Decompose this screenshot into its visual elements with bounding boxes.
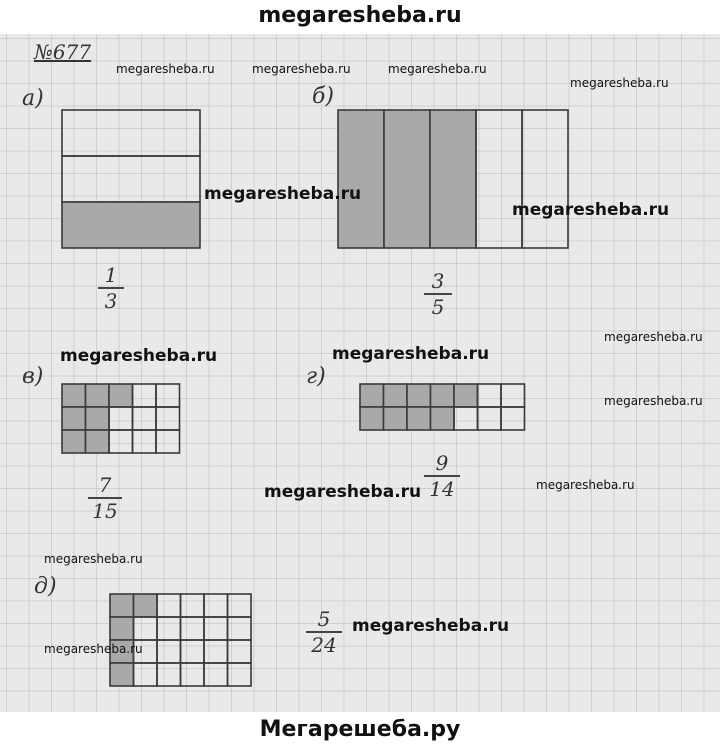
fraction-v-numerator: 7	[98, 473, 112, 497]
watermark: megaresheba.ru	[604, 330, 703, 344]
empty-cell	[228, 617, 252, 640]
shaded-cell	[86, 430, 110, 453]
watermark: megaresheba.ru	[570, 76, 669, 90]
empty-cell	[109, 430, 133, 453]
empty-cell	[228, 640, 252, 663]
empty-cell	[134, 617, 158, 640]
empty-cell	[181, 640, 205, 663]
watermark: megaresheba.ru	[536, 478, 635, 492]
part-label-a: а)	[22, 86, 44, 111]
watermark: megaresheba.ru	[116, 62, 215, 76]
empty-cell	[501, 384, 525, 407]
empty-cell	[204, 640, 228, 663]
shaded-cell	[360, 407, 384, 430]
shaded-cell	[431, 384, 455, 407]
watermark: megaresheba.ru	[604, 394, 703, 408]
empty-cell	[157, 663, 181, 686]
fraction-g-denominator: 14	[429, 477, 455, 501]
empty-cell	[157, 594, 181, 617]
empty-cell	[181, 617, 205, 640]
empty-cell	[454, 407, 478, 430]
site-header: megaresheba.ru	[0, 0, 720, 34]
shaded-cell	[86, 384, 110, 407]
empty-cell	[204, 663, 228, 686]
empty-cell	[156, 407, 180, 430]
empty-cell	[133, 430, 157, 453]
empty-cell	[156, 430, 180, 453]
empty-cell	[62, 110, 200, 156]
shaded-cell	[134, 594, 158, 617]
empty-cell	[228, 594, 252, 617]
watermark: megaresheba.ru	[352, 616, 510, 636]
shaded-cell	[360, 384, 384, 407]
watermark: megaresheba.ru	[204, 184, 362, 204]
watermark: megaresheba.ru	[264, 482, 422, 502]
fraction-d-numerator: 5	[317, 607, 331, 631]
empty-cell	[181, 663, 205, 686]
empty-cell	[133, 407, 157, 430]
empty-cell	[156, 384, 180, 407]
shaded-cell	[62, 430, 86, 453]
shaded-cell	[110, 617, 134, 640]
watermark: megaresheba.ru	[44, 642, 143, 656]
shaded-cell	[86, 407, 110, 430]
empty-cell	[522, 110, 568, 248]
empty-cell	[204, 617, 228, 640]
watermark: megaresheba.ru	[388, 62, 487, 76]
part-label-v: в)	[22, 364, 44, 389]
part-label-b: б)	[312, 84, 335, 109]
empty-cell	[181, 594, 205, 617]
empty-cell	[62, 156, 200, 202]
empty-cell	[157, 640, 181, 663]
empty-cell	[478, 384, 502, 407]
watermark: megaresheba.ru	[332, 344, 490, 364]
empty-cell	[476, 110, 522, 248]
shaded-cell	[407, 407, 431, 430]
shaded-cell	[384, 407, 408, 430]
empty-cell	[157, 617, 181, 640]
empty-cell	[109, 407, 133, 430]
fraction-d-denominator: 24	[311, 633, 337, 657]
shaded-cell	[384, 384, 408, 407]
site-footer: Мегарешеба.ру	[0, 712, 720, 749]
watermark: megaresheba.ru	[44, 552, 143, 566]
fraction-b-denominator: 5	[431, 295, 445, 319]
fraction-a-denominator: 3	[104, 289, 118, 313]
fraction-g-numerator: 9	[435, 451, 449, 475]
watermark: megaresheba.ru	[60, 346, 218, 366]
shaded-cell	[430, 110, 476, 248]
empty-cell	[134, 663, 158, 686]
empty-cell	[133, 384, 157, 407]
shaded-cell	[62, 202, 200, 248]
shaded-cell	[62, 407, 86, 430]
problem-number: №677	[34, 40, 92, 64]
watermark: megaresheba.ru	[512, 200, 670, 220]
fraction-v-denominator: 15	[92, 499, 118, 523]
shaded-cell	[431, 407, 455, 430]
shaded-cell	[454, 384, 478, 407]
empty-cell	[228, 663, 252, 686]
shaded-cell	[384, 110, 430, 248]
shaded-cell	[110, 594, 134, 617]
shaded-cell	[110, 663, 134, 686]
shaded-cell	[338, 110, 384, 248]
fraction-b-numerator: 3	[431, 269, 445, 293]
empty-cell	[501, 407, 525, 430]
fraction-a-numerator: 1	[104, 263, 118, 287]
part-label-d: д)	[34, 574, 57, 599]
shaded-cell	[109, 384, 133, 407]
empty-cell	[204, 594, 228, 617]
empty-cell	[478, 407, 502, 430]
part-label-g: г)	[306, 364, 326, 389]
shaded-cell	[62, 384, 86, 407]
watermark: megaresheba.ru	[252, 62, 351, 76]
shaded-cell	[407, 384, 431, 407]
